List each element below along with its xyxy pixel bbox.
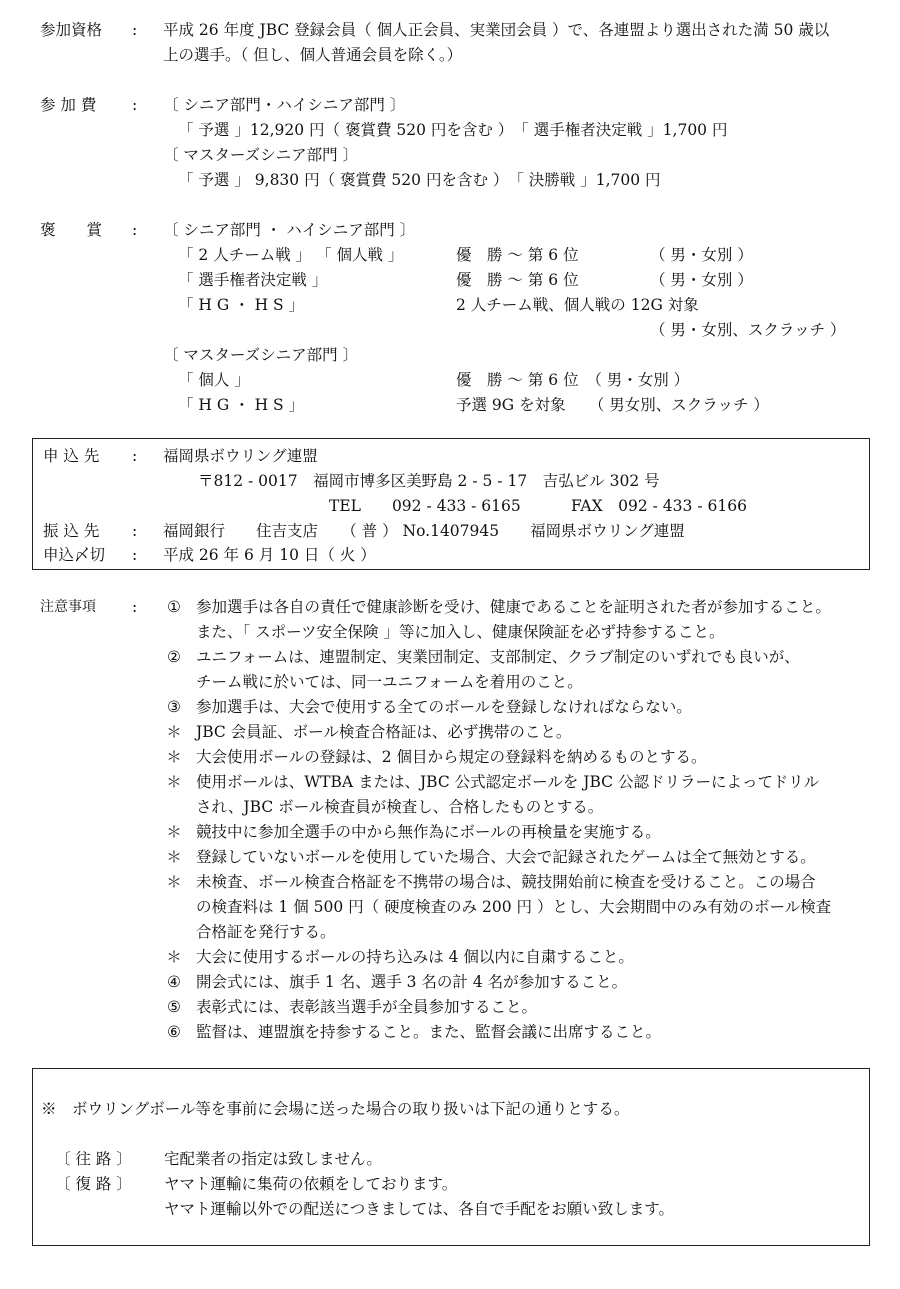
application-transfer-label: 振 込 先	[43, 522, 100, 540]
notes-label: 注意事項	[40, 599, 96, 615]
award-note: （ 男・女別 ）	[650, 246, 753, 264]
note-line: 監督は、連盟旗を持参すること。また、監督会議に出席すること。	[196, 1023, 662, 1041]
application-deadline: 平成 26 年 6 月 10 日（ 火 ）	[163, 546, 376, 564]
note-line: 登録していないボールを使用していた場合、大会で記録されたゲームは全て無効とする。	[196, 848, 816, 866]
awards-masters-header: 〔 マスターズシニア部門 〕	[163, 346, 359, 364]
eligibility-label: 参加資格	[40, 21, 103, 39]
fee-senior-line: 「 予選 」12,920 円（ 褒賞費 520 円を含む ） 「 選手権者決定戦 」1,700 円	[178, 121, 728, 139]
note-line: 参加選手は、大会で使用する全てのボールを登録しなければならない。	[196, 698, 692, 716]
award-item: 「 2 人チーム戦 」 「 個人戦 」	[178, 246, 404, 264]
award-note: （ 男・女別、スクラッチ ）	[650, 321, 846, 339]
note-line: 大会に使用するボールの持ち込みは 4 個以内に自粛すること。	[196, 948, 634, 966]
note-line: また、「 スポーツ安全保険 」等に加入し、健康保険証を必ず持参すること。	[196, 623, 725, 641]
award-item: 「 H G ・ H S 」	[178, 396, 305, 414]
application-to-label: 申 込 先	[43, 447, 100, 465]
award-item: 「 選手権者決定戦 」	[178, 271, 328, 289]
note-line: され、JBC ボール検査員が検査し、合格したものとする。	[196, 798, 604, 816]
application-box	[32, 438, 870, 570]
note-marker: ＊	[166, 723, 182, 741]
note-line: 使用ボールは、WTBA または、JBC 公式認定ボールを JBC 公認ドリラーによってドリル	[196, 773, 820, 791]
eligibility-line: 平成 26 年度 JBC 登録会員（ 個人正会員、実業団会員 ）で、各連盟より選出された満 50 歳以	[163, 21, 830, 39]
fee-masters-header: 〔 マスターズシニア部門 〕	[163, 146, 359, 164]
application-fax: FAX 092 - 433 - 6166	[571, 497, 747, 515]
award-note: （ 男・女別 ）	[650, 271, 753, 289]
award-range: 優 勝 ～ 第 6 位	[456, 271, 579, 289]
award-range: 2 人チーム戦、個人戦の 12G 対象	[456, 296, 699, 314]
fee-senior-header: 〔 シニア部門・ハイシニア部門 〕	[163, 96, 406, 114]
fee-label: 参 加 費	[40, 96, 97, 114]
award-item: 「 H G ・ H S 」	[178, 296, 305, 314]
notes-colon: :	[132, 598, 138, 616]
note-marker: ④	[167, 973, 181, 991]
shipping-box	[32, 1068, 870, 1246]
shipping-outbound-label: 〔 往 路 〕	[55, 1150, 132, 1168]
note-line: の検査料は 1 個 500 円（ 硬度検査のみ 200 円 ）とし、大会期間中のみ有効のボール検査	[196, 898, 832, 916]
note-marker: ＊	[166, 773, 182, 791]
eligibility-line: 上の選手。（ 但し、個人普通会員を除く。）	[163, 46, 463, 64]
note-line: チーム戦に於いては、同一ユニフォームを着用のこと。	[196, 673, 583, 691]
note-marker: ③	[167, 698, 181, 716]
note-line: 大会使用ボールの登録は、2 個目から規定の登録料を納めるものとする。	[196, 748, 707, 766]
note-line: 未検査、ボール検査合格証を不携帯の場合は、競技開始前に検査を受けること。この場合	[196, 873, 816, 891]
shipping-return-line: ヤマト運輸に集荷の依頼をしております。	[164, 1175, 458, 1193]
shipping-outbound: 宅配業者の指定は致しません。	[164, 1150, 382, 1168]
awards-senior-header: 〔 シニア部門 ・ ハイシニア部門 〕	[163, 221, 416, 239]
note-line: 開会式には、旗手 1 名、選手 3 名の計 4 名が参加すること。	[196, 973, 628, 991]
application-transfer: 福岡銀行 住吉支店 （ 普 ） No.1407945 福岡県ボウリング連盟	[163, 522, 685, 540]
note-line: 競技中に参加全選手の中から無作為にボールの再検量を実施する。	[196, 823, 661, 841]
eligibility-colon: :	[132, 21, 138, 39]
shipping-intro: ※ ボウリングボール等を事前に会場に送った場合の取り扱いは下記の通りとする。	[41, 1100, 630, 1118]
shipping-return-line: ヤマト運輸以外での配送につきましては、各自で手配をお願い致します。	[164, 1200, 674, 1218]
award-range: 優 勝 ～ 第 6 位	[456, 246, 579, 264]
application-tel: TEL 092 - 433 - 6165	[329, 497, 521, 515]
note-line: 参加選手は各自の責任で健康診断を受け、健康であることを証明された者が参加すること。	[196, 598, 831, 616]
fee-colon: :	[132, 96, 138, 114]
note-line: 合格証を発行する。	[196, 923, 336, 941]
note-marker: ＊	[166, 848, 182, 866]
note-line: ユニフォームは、連盟制定、実業団制定、支部制定、クラブ制定のいずれでも良いが、	[196, 648, 800, 666]
note-marker: ＊	[166, 873, 182, 891]
awards-colon: :	[132, 221, 138, 239]
note-marker: ⑤	[167, 998, 181, 1016]
application-colon: :	[132, 546, 138, 564]
application-colon: :	[132, 447, 138, 465]
shipping-return-label: 〔 復 路 〕	[55, 1175, 132, 1193]
application-address: 〒812 - 0017 福岡市博多区美野島 2 - 5 - 17 吉弘ビル 302 号	[198, 472, 660, 490]
award-range: 予選 9G を対象 （ 男女別、スクラッチ ）	[456, 396, 769, 414]
application-deadline-label: 申込〆切	[43, 546, 106, 564]
award-range: 優 勝 ～ 第 6 位 （ 男・女別 ）	[456, 371, 690, 389]
note-line: JBC 会員証、ボール検査合格証は、必ず携帯のこと。	[196, 723, 572, 741]
awards-label: 褒 賞	[40, 221, 103, 239]
note-marker: ＊	[166, 948, 182, 966]
application-colon: :	[132, 522, 138, 540]
award-item: 「 個人 」	[178, 371, 250, 389]
note-marker: ②	[167, 648, 181, 666]
note-marker: ＊	[166, 823, 182, 841]
note-marker: ⑥	[167, 1023, 181, 1041]
note-marker: ①	[167, 598, 181, 616]
fee-masters-line: 「 予選 」 9,830 円（ 褒賞費 520 円を含む ） 「 決勝戦 」1,700 円	[178, 171, 661, 189]
application-org: 福岡県ボウリング連盟	[163, 447, 318, 465]
note-marker: ＊	[166, 748, 182, 766]
note-line: 表彰式には、表彰該当選手が全員参加すること。	[196, 998, 538, 1016]
